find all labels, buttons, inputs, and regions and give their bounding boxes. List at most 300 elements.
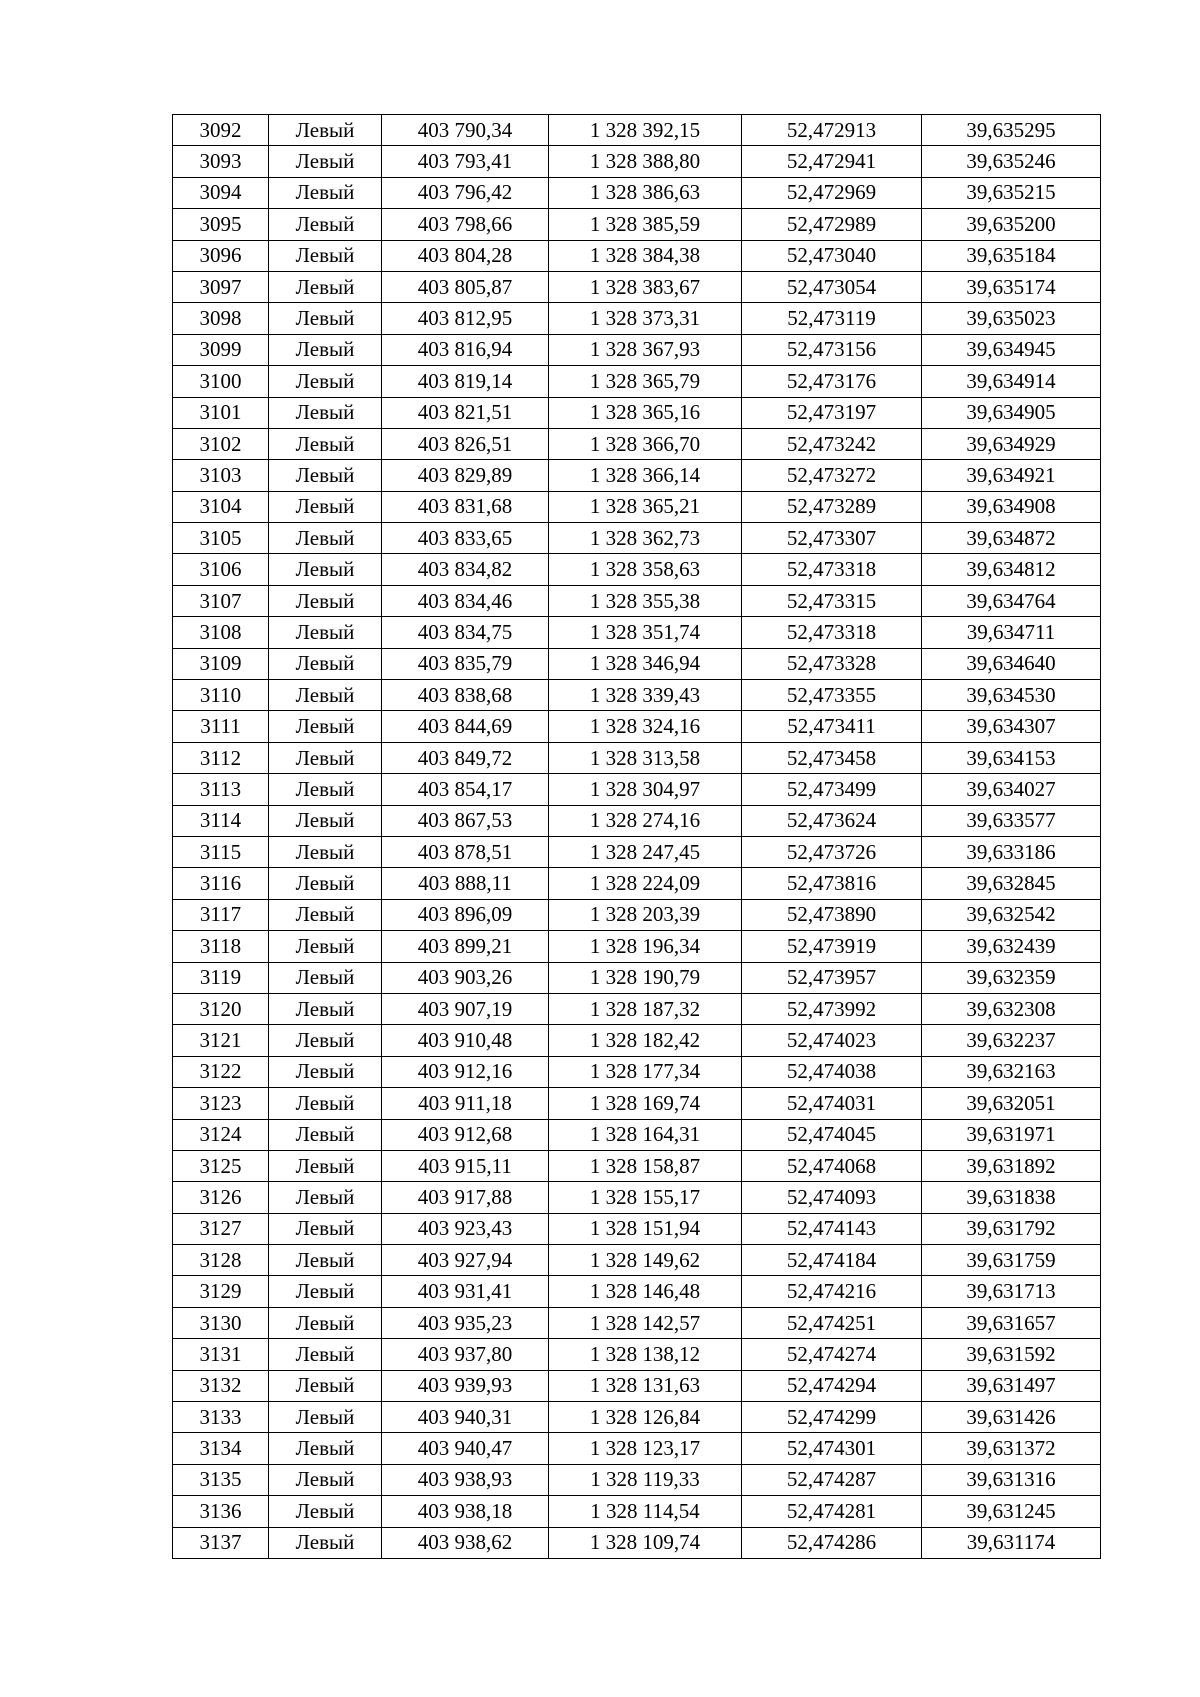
longitude-cell: 39,633186 (922, 836, 1101, 867)
table-row (173, 1025, 1101, 1056)
side-cell: Левый (269, 931, 382, 962)
latitude-cell: 52,473458 (742, 742, 922, 773)
longitude-cell: 39,634914 (922, 366, 1101, 397)
latitude-cell: 52,473992 (742, 993, 922, 1024)
side-cell: Левый (269, 460, 382, 491)
y-coordinate-cell: 1 328 138,12 (549, 1339, 742, 1370)
point-number-cell: 3093 (173, 146, 269, 177)
table-row (173, 115, 1101, 146)
longitude-cell: 39,631759 (922, 1245, 1101, 1276)
x-coordinate-cell: 403 940,47 (382, 1433, 549, 1464)
point-number-cell: 3106 (173, 554, 269, 585)
x-coordinate-cell: 403 849,72 (382, 742, 549, 773)
latitude-cell: 52,473040 (742, 240, 922, 271)
x-coordinate-cell: 403 796,42 (382, 177, 549, 208)
longitude-cell: 39,635023 (922, 303, 1101, 334)
table-row (173, 993, 1101, 1024)
table-row (173, 523, 1101, 554)
point-number-cell: 3097 (173, 271, 269, 302)
point-number-cell: 3116 (173, 868, 269, 899)
point-number-cell: 3105 (173, 523, 269, 554)
table-row (173, 648, 1101, 679)
side-cell: Левый (269, 993, 382, 1024)
x-coordinate-cell: 403 812,95 (382, 303, 549, 334)
x-coordinate-cell: 403 805,87 (382, 271, 549, 302)
y-coordinate-cell: 1 328 358,63 (549, 554, 742, 585)
y-coordinate-cell: 1 328 224,09 (549, 868, 742, 899)
latitude-cell: 52,473119 (742, 303, 922, 334)
latitude-cell: 52,474301 (742, 1433, 922, 1464)
longitude-cell: 39,634905 (922, 397, 1101, 428)
x-coordinate-cell: 403 938,62 (382, 1527, 549, 1558)
y-coordinate-cell: 1 328 126,84 (549, 1402, 742, 1433)
x-coordinate-cell: 403 935,23 (382, 1307, 549, 1338)
point-number-cell: 3095 (173, 209, 269, 240)
point-number-cell: 3098 (173, 303, 269, 334)
y-coordinate-cell: 1 328 274,16 (549, 805, 742, 836)
point-number-cell: 3096 (173, 240, 269, 271)
side-cell: Левый (269, 899, 382, 930)
side-cell: Левый (269, 648, 382, 679)
x-coordinate-cell: 403 911,18 (382, 1088, 549, 1119)
table-row (173, 366, 1101, 397)
side-cell: Левый (269, 1182, 382, 1213)
point-number-cell: 3124 (173, 1119, 269, 1150)
latitude-cell: 52,473197 (742, 397, 922, 428)
point-number-cell: 3131 (173, 1339, 269, 1370)
longitude-cell: 39,632845 (922, 868, 1101, 899)
y-coordinate-cell: 1 328 155,17 (549, 1182, 742, 1213)
longitude-cell: 39,634908 (922, 491, 1101, 522)
y-coordinate-cell: 1 328 324,16 (549, 711, 742, 742)
table-row (173, 428, 1101, 459)
side-cell: Левый (269, 1119, 382, 1150)
latitude-cell: 52,473411 (742, 711, 922, 742)
side-cell: Левый (269, 271, 382, 302)
longitude-cell: 39,632163 (922, 1056, 1101, 1087)
table-row (173, 868, 1101, 899)
longitude-cell: 39,634872 (922, 523, 1101, 554)
side-cell: Левый (269, 1370, 382, 1401)
x-coordinate-cell: 403 939,93 (382, 1370, 549, 1401)
x-coordinate-cell: 403 917,88 (382, 1182, 549, 1213)
table-row (173, 177, 1101, 208)
point-number-cell: 3101 (173, 397, 269, 428)
x-coordinate-cell: 403 821,51 (382, 397, 549, 428)
x-coordinate-cell: 403 831,68 (382, 491, 549, 522)
y-coordinate-cell: 1 328 339,43 (549, 680, 742, 711)
table-row (173, 1088, 1101, 1119)
side-cell: Левый (269, 240, 382, 271)
table-row (173, 303, 1101, 334)
table-row (173, 1245, 1101, 1276)
latitude-cell: 52,474031 (742, 1088, 922, 1119)
longitude-cell: 39,634153 (922, 742, 1101, 773)
y-coordinate-cell: 1 328 304,97 (549, 774, 742, 805)
longitude-cell: 39,634530 (922, 680, 1101, 711)
y-coordinate-cell: 1 328 373,31 (549, 303, 742, 334)
x-coordinate-cell: 403 896,09 (382, 899, 549, 930)
y-coordinate-cell: 1 328 190,79 (549, 962, 742, 993)
longitude-cell: 39,631497 (922, 1370, 1101, 1401)
side-cell: Левый (269, 1307, 382, 1338)
x-coordinate-cell: 403 903,26 (382, 962, 549, 993)
point-number-cell: 3110 (173, 680, 269, 711)
side-cell: Левый (269, 115, 382, 146)
side-cell: Левый (269, 617, 382, 648)
latitude-cell: 52,474286 (742, 1527, 922, 1558)
y-coordinate-cell: 1 328 164,31 (549, 1119, 742, 1150)
side-cell: Левый (269, 868, 382, 899)
longitude-cell: 39,635174 (922, 271, 1101, 302)
x-coordinate-cell: 403 834,82 (382, 554, 549, 585)
longitude-cell: 39,635200 (922, 209, 1101, 240)
longitude-cell: 39,634764 (922, 585, 1101, 616)
x-coordinate-cell: 403 888,11 (382, 868, 549, 899)
table-row (173, 1182, 1101, 1213)
table-row (173, 774, 1101, 805)
point-number-cell: 3104 (173, 491, 269, 522)
latitude-cell: 52,472913 (742, 115, 922, 146)
x-coordinate-cell: 403 931,41 (382, 1276, 549, 1307)
latitude-cell: 52,473816 (742, 868, 922, 899)
x-coordinate-cell: 403 790,34 (382, 115, 549, 146)
point-number-cell: 3136 (173, 1496, 269, 1527)
side-cell: Левый (269, 366, 382, 397)
y-coordinate-cell: 1 328 182,42 (549, 1025, 742, 1056)
y-coordinate-cell: 1 328 109,74 (549, 1527, 742, 1558)
latitude-cell: 52,473355 (742, 680, 922, 711)
x-coordinate-cell: 403 844,69 (382, 711, 549, 742)
latitude-cell: 52,473307 (742, 523, 922, 554)
y-coordinate-cell: 1 328 247,45 (549, 836, 742, 867)
table-row (173, 585, 1101, 616)
y-coordinate-cell: 1 328 142,57 (549, 1307, 742, 1338)
side-cell: Левый (269, 836, 382, 867)
side-cell: Левый (269, 774, 382, 805)
coordinates-table-body (173, 115, 1101, 1559)
side-cell: Левый (269, 1025, 382, 1056)
longitude-cell: 39,631892 (922, 1150, 1101, 1181)
y-coordinate-cell: 1 328 366,70 (549, 428, 742, 459)
table-row (173, 711, 1101, 742)
y-coordinate-cell: 1 328 367,93 (549, 334, 742, 365)
table-row (173, 334, 1101, 365)
point-number-cell: 3115 (173, 836, 269, 867)
side-cell: Левый (269, 680, 382, 711)
point-number-cell: 3137 (173, 1527, 269, 1558)
table-row (173, 460, 1101, 491)
longitude-cell: 39,634307 (922, 711, 1101, 742)
longitude-cell: 39,631174 (922, 1527, 1101, 1558)
side-cell: Левый (269, 554, 382, 585)
y-coordinate-cell: 1 328 119,33 (549, 1464, 742, 1495)
latitude-cell: 52,473054 (742, 271, 922, 302)
point-number-cell: 3112 (173, 742, 269, 773)
side-cell: Левый (269, 146, 382, 177)
table-row (173, 1464, 1101, 1495)
longitude-cell: 39,631316 (922, 1464, 1101, 1495)
coordinates-table (172, 114, 1101, 1559)
side-cell: Левый (269, 397, 382, 428)
side-cell: Левый (269, 177, 382, 208)
longitude-cell: 39,635184 (922, 240, 1101, 271)
point-number-cell: 3120 (173, 993, 269, 1024)
x-coordinate-cell: 403 938,18 (382, 1496, 549, 1527)
table-row (173, 146, 1101, 177)
latitude-cell: 52,473624 (742, 805, 922, 836)
y-coordinate-cell: 1 328 149,62 (549, 1245, 742, 1276)
x-coordinate-cell: 403 915,11 (382, 1150, 549, 1181)
side-cell: Левый (269, 585, 382, 616)
latitude-cell: 52,473315 (742, 585, 922, 616)
table-row (173, 1527, 1101, 1558)
longitude-cell: 39,631713 (922, 1276, 1101, 1307)
y-coordinate-cell: 1 328 384,38 (549, 240, 742, 271)
y-coordinate-cell: 1 328 177,34 (549, 1056, 742, 1087)
longitude-cell: 39,635295 (922, 115, 1101, 146)
latitude-cell: 52,474038 (742, 1056, 922, 1087)
x-coordinate-cell: 403 834,75 (382, 617, 549, 648)
table-row (173, 1370, 1101, 1401)
x-coordinate-cell: 403 910,48 (382, 1025, 549, 1056)
latitude-cell: 52,473176 (742, 366, 922, 397)
table-row (173, 617, 1101, 648)
longitude-cell: 39,631372 (922, 1433, 1101, 1464)
x-coordinate-cell: 403 798,66 (382, 209, 549, 240)
latitude-cell: 52,472941 (742, 146, 922, 177)
latitude-cell: 52,473318 (742, 554, 922, 585)
table-row (173, 271, 1101, 302)
longitude-cell: 39,631245 (922, 1496, 1101, 1527)
table-row (173, 931, 1101, 962)
longitude-cell: 39,634945 (922, 334, 1101, 365)
y-coordinate-cell: 1 328 114,54 (549, 1496, 742, 1527)
y-coordinate-cell: 1 328 365,16 (549, 397, 742, 428)
x-coordinate-cell: 403 878,51 (382, 836, 549, 867)
point-number-cell: 3133 (173, 1402, 269, 1433)
side-cell: Левый (269, 1496, 382, 1527)
point-number-cell: 3111 (173, 711, 269, 742)
table-row (173, 1339, 1101, 1370)
latitude-cell: 52,474068 (742, 1150, 922, 1181)
table-row (173, 962, 1101, 993)
y-coordinate-cell: 1 328 365,21 (549, 491, 742, 522)
latitude-cell: 52,474184 (742, 1245, 922, 1276)
x-coordinate-cell: 403 816,94 (382, 334, 549, 365)
table-row (173, 805, 1101, 836)
x-coordinate-cell: 403 912,16 (382, 1056, 549, 1087)
latitude-cell: 52,473289 (742, 491, 922, 522)
x-coordinate-cell: 403 804,28 (382, 240, 549, 271)
latitude-cell: 52,473919 (742, 931, 922, 962)
x-coordinate-cell: 403 834,46 (382, 585, 549, 616)
latitude-cell: 52,473957 (742, 962, 922, 993)
x-coordinate-cell: 403 838,68 (382, 680, 549, 711)
point-number-cell: 3108 (173, 617, 269, 648)
table-row (173, 742, 1101, 773)
longitude-cell: 39,634711 (922, 617, 1101, 648)
latitude-cell: 52,474251 (742, 1307, 922, 1338)
point-number-cell: 3117 (173, 899, 269, 930)
latitude-cell: 52,474299 (742, 1402, 922, 1433)
y-coordinate-cell: 1 328 313,58 (549, 742, 742, 773)
longitude-cell: 39,635246 (922, 146, 1101, 177)
longitude-cell: 39,632308 (922, 993, 1101, 1024)
y-coordinate-cell: 1 328 392,15 (549, 115, 742, 146)
y-coordinate-cell: 1 328 362,73 (549, 523, 742, 554)
x-coordinate-cell: 403 907,19 (382, 993, 549, 1024)
latitude-cell: 52,472989 (742, 209, 922, 240)
y-coordinate-cell: 1 328 123,17 (549, 1433, 742, 1464)
y-coordinate-cell: 1 328 355,38 (549, 585, 742, 616)
y-coordinate-cell: 1 328 158,87 (549, 1150, 742, 1181)
y-coordinate-cell: 1 328 196,34 (549, 931, 742, 962)
latitude-cell: 52,474274 (742, 1339, 922, 1370)
longitude-cell: 39,631838 (922, 1182, 1101, 1213)
latitude-cell: 52,472969 (742, 177, 922, 208)
latitude-cell: 52,474093 (742, 1182, 922, 1213)
side-cell: Левый (269, 1213, 382, 1244)
y-coordinate-cell: 1 328 346,94 (549, 648, 742, 679)
point-number-cell: 3092 (173, 115, 269, 146)
side-cell: Левый (269, 523, 382, 554)
x-coordinate-cell: 403 923,43 (382, 1213, 549, 1244)
point-number-cell: 3128 (173, 1245, 269, 1276)
longitude-cell: 39,632237 (922, 1025, 1101, 1056)
longitude-cell: 39,632439 (922, 931, 1101, 962)
y-coordinate-cell: 1 328 366,14 (549, 460, 742, 491)
point-number-cell: 3123 (173, 1088, 269, 1119)
side-cell: Левый (269, 742, 382, 773)
side-cell: Левый (269, 1245, 382, 1276)
table-row (173, 1433, 1101, 1464)
point-number-cell: 3094 (173, 177, 269, 208)
x-coordinate-cell: 403 867,53 (382, 805, 549, 836)
side-cell: Левый (269, 1433, 382, 1464)
point-number-cell: 3114 (173, 805, 269, 836)
longitude-cell: 39,635215 (922, 177, 1101, 208)
x-coordinate-cell: 403 833,65 (382, 523, 549, 554)
side-cell: Левый (269, 428, 382, 459)
point-number-cell: 3119 (173, 962, 269, 993)
y-coordinate-cell: 1 328 203,39 (549, 899, 742, 930)
point-number-cell: 3102 (173, 428, 269, 459)
table-row (173, 1402, 1101, 1433)
latitude-cell: 52,474294 (742, 1370, 922, 1401)
side-cell: Левый (269, 334, 382, 365)
table-row (173, 836, 1101, 867)
point-number-cell: 3125 (173, 1150, 269, 1181)
latitude-cell: 52,474023 (742, 1025, 922, 1056)
x-coordinate-cell: 403 937,80 (382, 1339, 549, 1370)
table-row (173, 1056, 1101, 1087)
table-row (173, 1496, 1101, 1527)
x-coordinate-cell: 403 912,68 (382, 1119, 549, 1150)
point-number-cell: 3130 (173, 1307, 269, 1338)
side-cell: Левый (269, 1527, 382, 1558)
table-row (173, 680, 1101, 711)
longitude-cell: 39,631971 (922, 1119, 1101, 1150)
latitude-cell: 52,473726 (742, 836, 922, 867)
y-coordinate-cell: 1 328 388,80 (549, 146, 742, 177)
latitude-cell: 52,474287 (742, 1464, 922, 1495)
latitude-cell: 52,474045 (742, 1119, 922, 1150)
y-coordinate-cell: 1 328 351,74 (549, 617, 742, 648)
latitude-cell: 52,474216 (742, 1276, 922, 1307)
x-coordinate-cell: 403 826,51 (382, 428, 549, 459)
table-row (173, 209, 1101, 240)
side-cell: Левый (269, 1150, 382, 1181)
table-row (173, 491, 1101, 522)
side-cell: Левый (269, 711, 382, 742)
point-number-cell: 3126 (173, 1182, 269, 1213)
longitude-cell: 39,632359 (922, 962, 1101, 993)
latitude-cell: 52,473318 (742, 617, 922, 648)
longitude-cell: 39,634027 (922, 774, 1101, 805)
side-cell: Левый (269, 1276, 382, 1307)
longitude-cell: 39,634640 (922, 648, 1101, 679)
latitude-cell: 52,473890 (742, 899, 922, 930)
side-cell: Левый (269, 1464, 382, 1495)
side-cell: Левый (269, 303, 382, 334)
latitude-cell: 52,473156 (742, 334, 922, 365)
longitude-cell: 39,632051 (922, 1088, 1101, 1119)
x-coordinate-cell: 403 829,89 (382, 460, 549, 491)
table-row (173, 1213, 1101, 1244)
table-row (173, 1119, 1101, 1150)
point-number-cell: 3129 (173, 1276, 269, 1307)
longitude-cell: 39,632542 (922, 899, 1101, 930)
latitude-cell: 52,474143 (742, 1213, 922, 1244)
x-coordinate-cell: 403 854,17 (382, 774, 549, 805)
table-row (173, 554, 1101, 585)
point-number-cell: 3107 (173, 585, 269, 616)
y-coordinate-cell: 1 328 386,63 (549, 177, 742, 208)
side-cell: Левый (269, 1339, 382, 1370)
x-coordinate-cell: 403 819,14 (382, 366, 549, 397)
point-number-cell: 3113 (173, 774, 269, 805)
y-coordinate-cell: 1 328 146,48 (549, 1276, 742, 1307)
latitude-cell: 52,474281 (742, 1496, 922, 1527)
point-number-cell: 3122 (173, 1056, 269, 1087)
table-row (173, 240, 1101, 271)
longitude-cell: 39,633577 (922, 805, 1101, 836)
x-coordinate-cell: 403 899,21 (382, 931, 549, 962)
point-number-cell: 3134 (173, 1433, 269, 1464)
table-row (173, 397, 1101, 428)
point-number-cell: 3109 (173, 648, 269, 679)
latitude-cell: 52,473328 (742, 648, 922, 679)
point-number-cell: 3099 (173, 334, 269, 365)
longitude-cell: 39,631426 (922, 1402, 1101, 1433)
x-coordinate-cell: 403 927,94 (382, 1245, 549, 1276)
x-coordinate-cell: 403 938,93 (382, 1464, 549, 1495)
point-number-cell: 3135 (173, 1464, 269, 1495)
side-cell: Левый (269, 491, 382, 522)
x-coordinate-cell: 403 940,31 (382, 1402, 549, 1433)
latitude-cell: 52,473499 (742, 774, 922, 805)
x-coordinate-cell: 403 835,79 (382, 648, 549, 679)
table-row (173, 1276, 1101, 1307)
y-coordinate-cell: 1 328 383,67 (549, 271, 742, 302)
side-cell: Левый (269, 1056, 382, 1087)
longitude-cell: 39,631792 (922, 1213, 1101, 1244)
side-cell: Левый (269, 1402, 382, 1433)
latitude-cell: 52,473242 (742, 428, 922, 459)
y-coordinate-cell: 1 328 131,63 (549, 1370, 742, 1401)
longitude-cell: 39,634929 (922, 428, 1101, 459)
